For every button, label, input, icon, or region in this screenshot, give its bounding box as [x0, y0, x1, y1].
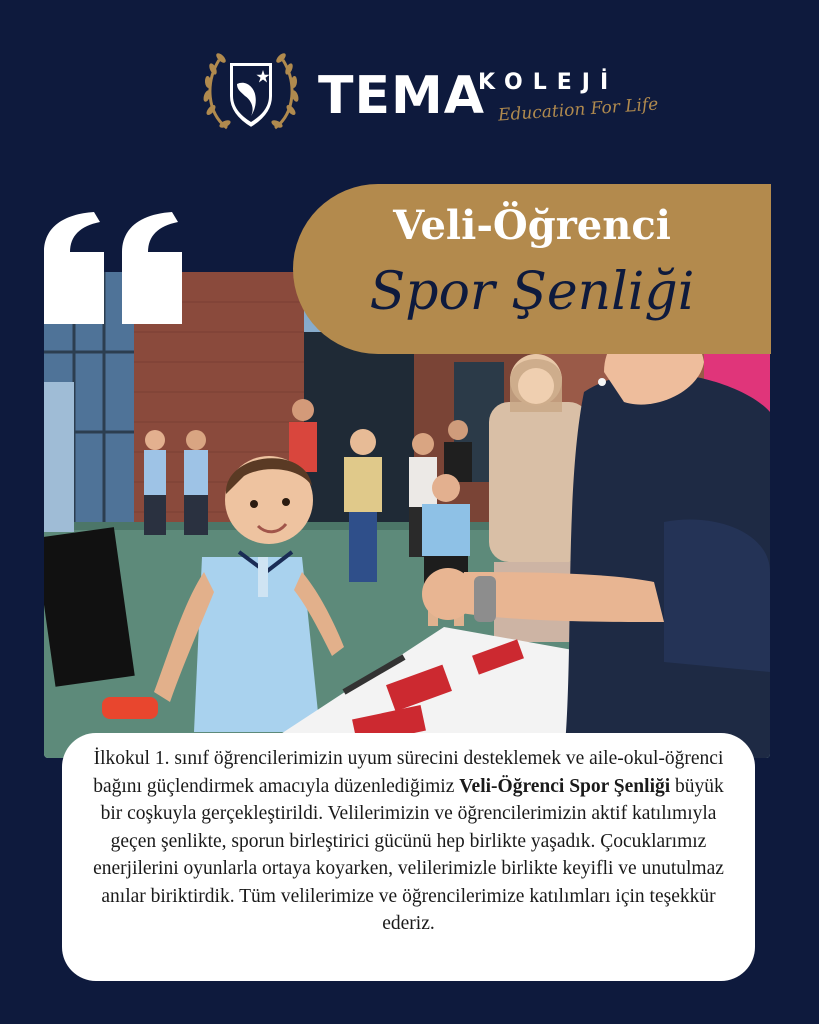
brand-tagline: Education For Life: [497, 94, 659, 126]
description-text: [86, 745, 731, 938]
brand-subtitle: KOLEJİ: [478, 70, 619, 95]
description-rest: büyük bir coşkuyla gerçekleştirildi. Velilerimizin ve öğrencilerimizin aktif katılımıyla geçen şenlikte, sporun birleştirici gücünü hep birlikte yaşadık. Çocuklarımız enerjilerini oyunlarla ortaya koyarken, velilerimizle birlikte keyifli ve unutulmaz anılar biriktirdik. Tüm velilerimize ve öğrencilerimize katılımları için teşekkür ederiz.: [93, 775, 724, 934]
laurel-shield-emblem-icon: [197, 38, 305, 146]
header: [0, 30, 819, 150]
title-line-1: Veli-Öğrenci: [393, 202, 671, 249]
brand-name: TEMA: [318, 66, 485, 126]
description-card: [62, 733, 755, 981]
open-quote-icon: [44, 212, 184, 324]
description-intro: İlkokul 1. sınıf öğrencilerimizin uyum sürecini desteklemek ve aile-okul-öğrenci bağını güçlendirmek amacıyla düzenlediğimiz: [93, 748, 724, 797]
title-line-2: Spor Şenliği: [369, 262, 695, 322]
description-highlight: Veli-Öğrenci Spor Şenliği: [459, 775, 671, 797]
title-banner: [293, 184, 771, 354]
